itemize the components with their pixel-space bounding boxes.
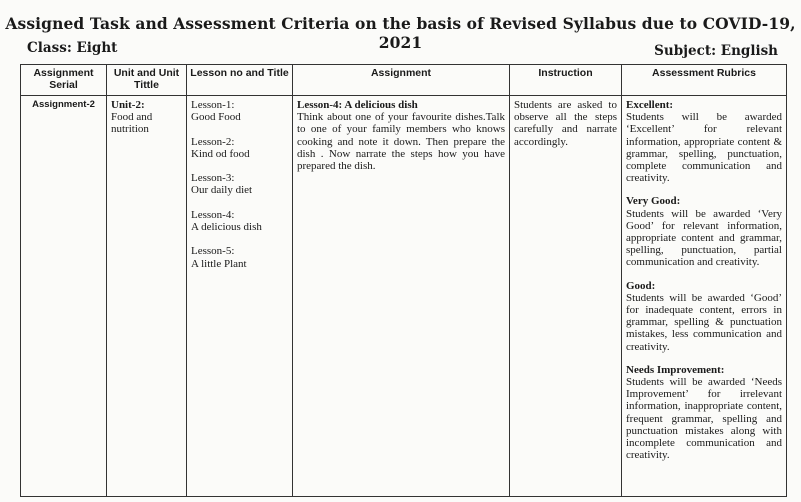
lesson-title: A little Plant [191,257,247,270]
class-label: Class: Eight [27,40,118,56]
lesson-title: A delicious dish [191,220,262,233]
lesson-title: Our daily diet [191,184,253,197]
column-header: Unit and Unit Tittle [107,65,187,96]
rubrics-cell [622,96,787,497]
column-header: Assignment [293,65,510,96]
table-row [21,96,787,497]
column-header: Assignment Serial [21,65,107,96]
rubric-text: Students will be awarded ‘Excellent’ for relevant information, appropriate content & grammar, spelling, punctuation, complete communication and creativity. [626,111,782,185]
assignment-text: Think about one of your favourite dishes.Talk to one of your family members who knows cooking and note it down. Then prepare the dish . Now narrate the steps how you have prepared the dish. [297,111,505,173]
lesson-no: Lesson-3: [191,172,235,185]
column-header: Lesson no and Title [187,65,293,96]
column-header: Instruction [510,65,622,96]
lesson-title: Kind od food [191,147,250,160]
lesson-no: Lesson-5: [191,245,235,258]
assessment-table [20,64,787,497]
assignment-heading: Lesson-4: A delicious dish [297,99,418,111]
lesson-no: Lesson-4: [191,208,235,221]
instruction-cell [510,96,622,497]
rubric-very-good [626,195,782,268]
lesson-no: Lesson-1: [191,99,235,111]
rubric-level: Excellent: [626,99,674,111]
lessons-cell [187,96,293,497]
rubric-text: Students will be awarded ‘Good’ for inadequate content, errors in grammar, spelling & punctuation mistakes, less communication and creativity. [626,291,782,353]
rubric-text: Students will be awarded ‘Very Good’ for relevant information, appropriate content and grammar, spelling, punctuation, partial communication and creativity. [626,207,782,269]
rubric-excellent [626,99,782,184]
unit-heading: Unit-2: [111,99,145,111]
rubric-text: Students will be awarded ‘Needs Improvement’ for irrelevant information, inappropriate content, frequent grammar, spelling and punctuation mistakes along with incomplete communication and creativity. [626,376,782,462]
subject-label: Subject: English [654,43,778,59]
page-title: Assigned Task and Assessment Criteria on the basis of Revised Syllabus due to COVID-19, 2021 [5,14,796,52]
assignment-serial-cell: Assignment-2 [21,96,107,497]
column-header: Assessment Rubrics [622,65,787,96]
rubric-level: Very Good: [626,195,681,208]
instruction-text: Students are asked to observe all the steps carefully and narrate accordingly. [514,99,617,148]
rubric-needs-improvement [626,364,782,462]
table-header-row [21,65,787,96]
lesson-title: Good Food [191,111,241,124]
rubric-level: Needs Improvement: [626,363,725,376]
rubric-good [626,280,782,353]
unit-title: Food and nutrition [111,111,153,136]
assignment-cell [293,96,510,497]
rubric-level: Good: [626,279,656,292]
unit-cell [107,96,187,497]
lesson-no: Lesson-2: [191,135,235,148]
